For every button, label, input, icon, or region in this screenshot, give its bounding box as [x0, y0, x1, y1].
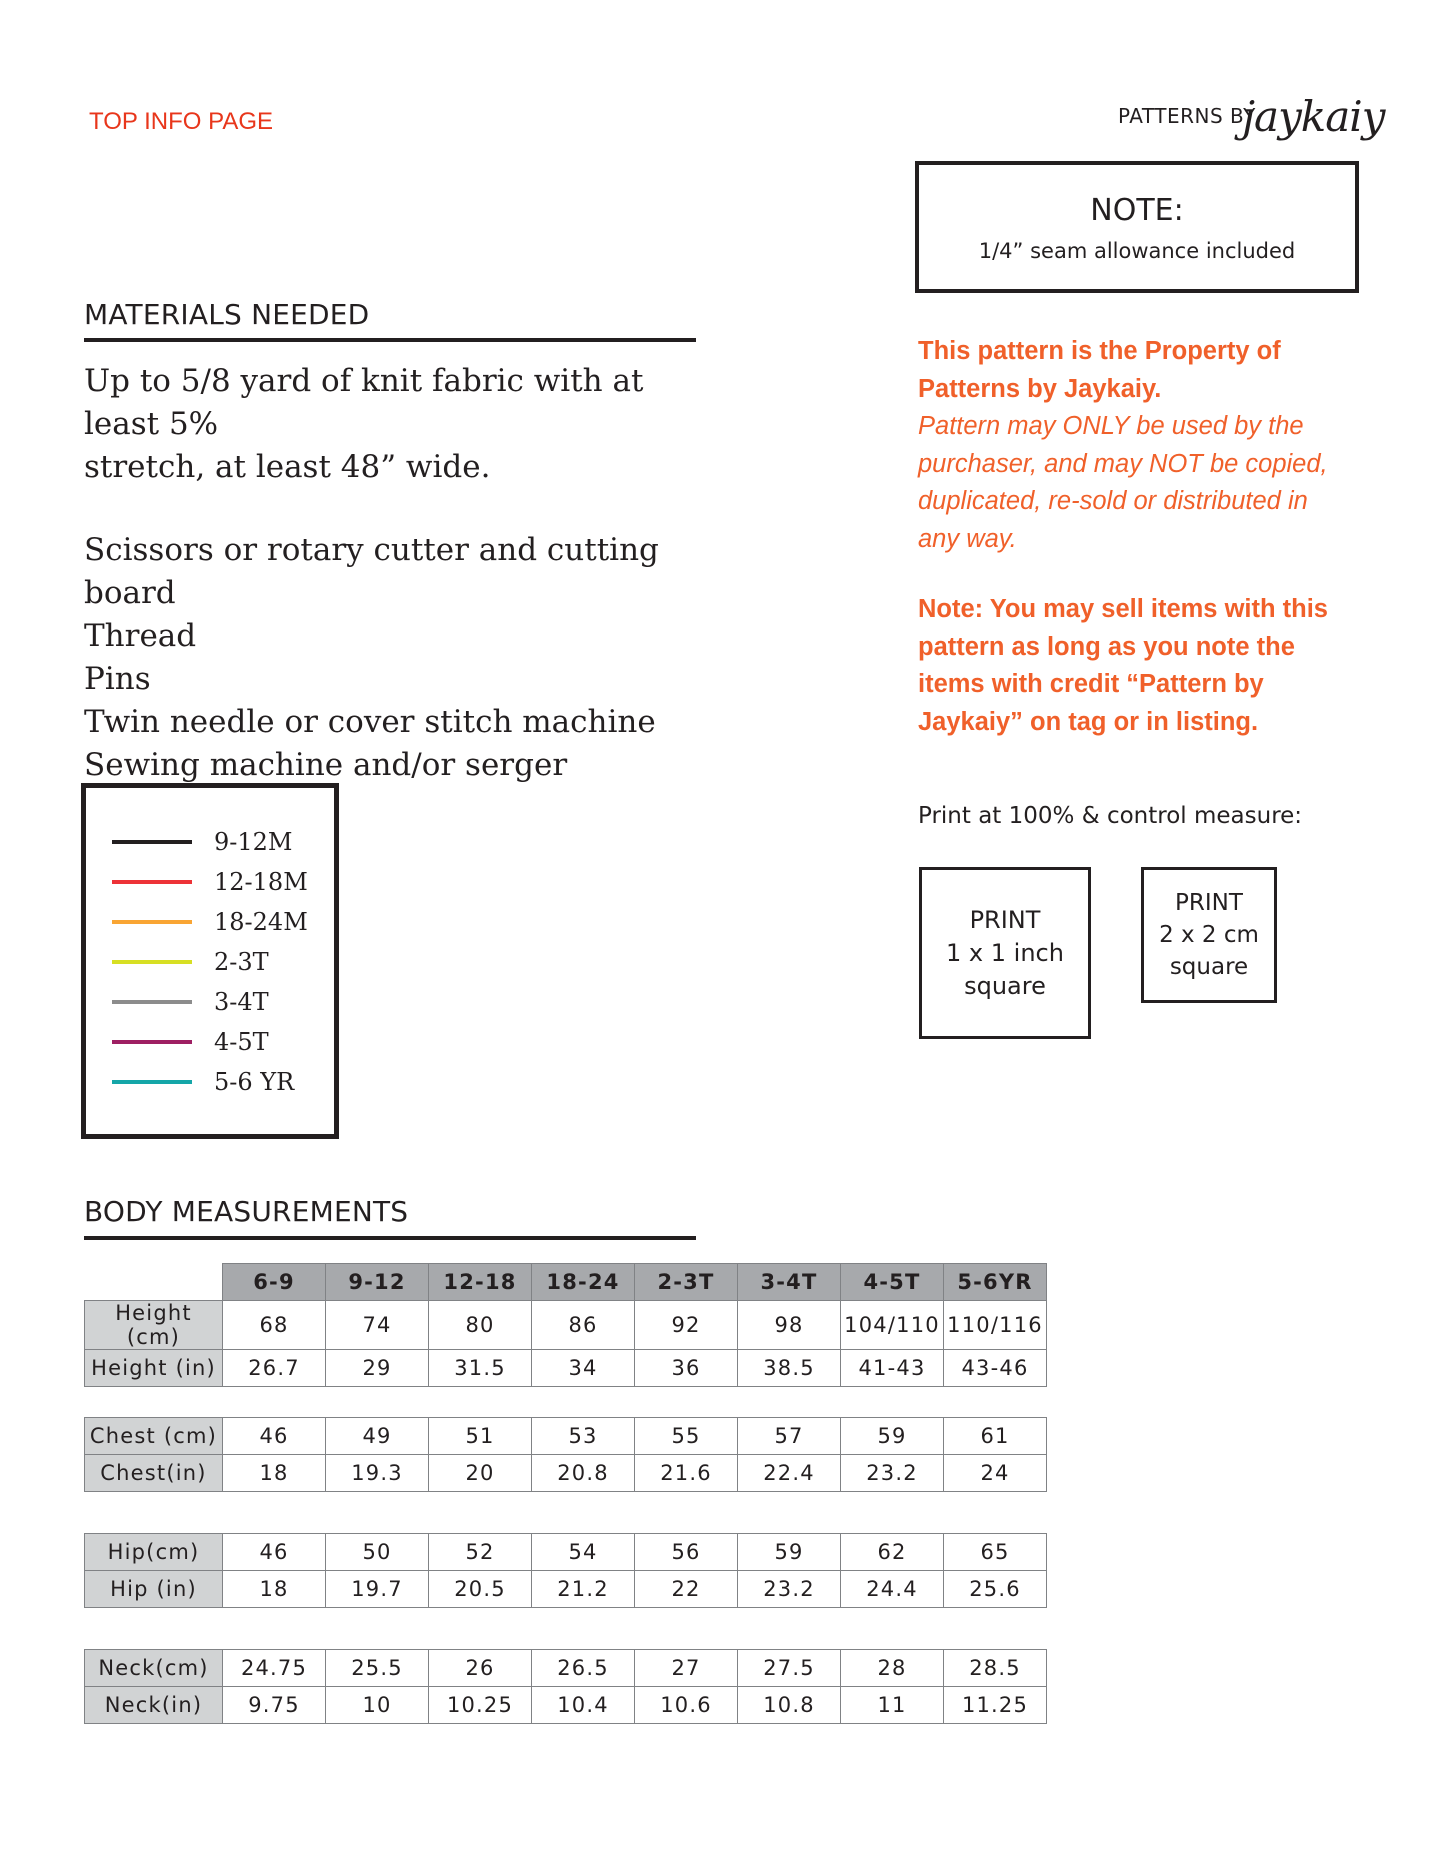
- table-cell: 65: [944, 1534, 1047, 1571]
- usage-line: purchaser, and may NOT be copied,: [918, 449, 1328, 478]
- table-cell: 25.5: [326, 1650, 429, 1687]
- table-cell: 10.25: [429, 1687, 532, 1724]
- table-cell: 20.5: [429, 1571, 532, 1608]
- material-item: Scissors or rotary cutter and cutting board: [84, 532, 659, 611]
- table-row: [85, 1455, 1047, 1492]
- legend-item: [112, 942, 269, 982]
- square-line: PRINT: [969, 905, 1041, 934]
- row-label: Chest(in): [85, 1455, 223, 1492]
- materials-list: [84, 360, 724, 787]
- table-cell: 59: [841, 1418, 944, 1455]
- size-header: 18-24: [532, 1264, 635, 1301]
- size-header: 12-18: [429, 1264, 532, 1301]
- legend-swatch: [112, 1080, 192, 1084]
- table-cell: 104/110: [841, 1301, 944, 1350]
- legend-item: [112, 862, 308, 902]
- table-cell: 62: [841, 1534, 944, 1571]
- legend-label: 12-18M: [214, 868, 308, 896]
- table-cell: 27: [635, 1650, 738, 1687]
- table-cell: 26.7: [223, 1350, 326, 1387]
- size-header: 6-9: [223, 1264, 326, 1301]
- note-title: NOTE:: [1090, 193, 1184, 228]
- size-header: 4-5T: [841, 1264, 944, 1301]
- legend-swatch: [112, 880, 192, 884]
- brand-logo: [1118, 92, 1385, 152]
- table-cell: 26: [429, 1650, 532, 1687]
- table-cell: 9.75: [223, 1687, 326, 1724]
- square-line: 2 x 2 cm: [1159, 922, 1259, 948]
- legend-label: 3-4T: [214, 988, 269, 1016]
- print-instruction: Print at 100% & control measure:: [918, 803, 1303, 829]
- table-cell: 59: [738, 1534, 841, 1571]
- table-cell: 19.7: [326, 1571, 429, 1608]
- body-measurements-rule: [84, 1236, 696, 1240]
- table-cell: 52: [429, 1534, 532, 1571]
- table-cell: 41-43: [841, 1350, 944, 1387]
- size-legend: [81, 783, 339, 1139]
- table-cell: 24: [944, 1455, 1047, 1492]
- square-line: PRINT: [1175, 890, 1243, 916]
- material-item: Twin needle or cover stitch machine: [84, 704, 656, 740]
- fabric-line-2: stretch, at least 48” wide.: [84, 449, 491, 485]
- size-header: 9-12: [326, 1264, 429, 1301]
- table-cell: 24.4: [841, 1571, 944, 1608]
- table-cell: 49: [326, 1418, 429, 1455]
- legend-item: [112, 822, 293, 862]
- table-cell: 46: [223, 1418, 326, 1455]
- body-measurements-title: BODY MEASUREMENTS: [84, 1195, 409, 1228]
- square-line: 1 x 1 inch: [946, 938, 1064, 967]
- table-cell: 27.5: [738, 1650, 841, 1687]
- table-cell: 28.5: [944, 1650, 1047, 1687]
- table-row: [85, 1350, 1047, 1387]
- table-cell: 98: [738, 1301, 841, 1350]
- height-table: [84, 1263, 1047, 1387]
- table-cell: 26.5: [532, 1650, 635, 1687]
- table-cell: 29: [326, 1350, 429, 1387]
- seam-allowance-note: [915, 161, 1359, 293]
- table-cell: 61: [944, 1418, 1047, 1455]
- table-cell: 38.5: [738, 1350, 841, 1387]
- row-label: Neck(in): [85, 1687, 223, 1724]
- materials-rule: [84, 338, 696, 342]
- sell-line: pattern as long as you note the: [918, 632, 1295, 661]
- table-cell: 22.4: [738, 1455, 841, 1492]
- table-cell: 46: [223, 1534, 326, 1571]
- table-cell: 11: [841, 1687, 944, 1724]
- table-cell: 34: [532, 1350, 635, 1387]
- size-header: 5-6YR: [944, 1264, 1047, 1301]
- legend-label: 4-5T: [214, 1028, 269, 1056]
- table-cell: 36: [635, 1350, 738, 1387]
- row-label: Chest (cm): [85, 1418, 223, 1455]
- row-label: Height (cm): [85, 1301, 223, 1350]
- size-header: 2-3T: [635, 1264, 738, 1301]
- material-item: Sewing machine and/or serger: [84, 747, 568, 783]
- print-square-cm: [1141, 867, 1277, 1003]
- table-cell: 80: [429, 1301, 532, 1350]
- table-cell: 21.2: [532, 1571, 635, 1608]
- legend-label: 18-24M: [214, 908, 308, 936]
- table-cell: 18: [223, 1455, 326, 1492]
- legend-label: 5-6 YR: [214, 1068, 295, 1096]
- table-row: [85, 1534, 1047, 1571]
- legend-item: [112, 1062, 294, 1102]
- legend-label: 2-3T: [214, 948, 269, 976]
- table-cell: 43-46: [944, 1350, 1047, 1387]
- table-cell: 57: [738, 1418, 841, 1455]
- table-cell: 11.25: [944, 1687, 1047, 1724]
- usage-line: any way.: [918, 524, 1017, 553]
- table-cell: 31.5: [429, 1350, 532, 1387]
- legend-swatch: [112, 920, 192, 924]
- row-label: Neck(cm): [85, 1650, 223, 1687]
- property-line-1: This pattern is the Property of: [918, 337, 1281, 365]
- sell-line: Jaykaiy” on tag or in listing.: [918, 707, 1259, 736]
- size-header-row: [85, 1264, 1047, 1301]
- table-cell: 22: [635, 1571, 738, 1608]
- brand-script: jaykaiy: [1242, 92, 1385, 141]
- table-cell: 110/116: [944, 1301, 1047, 1350]
- legend-item: [112, 902, 308, 942]
- table-cell: 23.2: [841, 1455, 944, 1492]
- table-cell: 92: [635, 1301, 738, 1350]
- material-item: Thread: [84, 618, 197, 654]
- top-info-label: TOP INFO PAGE: [89, 108, 274, 135]
- table-cell: 23.2: [738, 1571, 841, 1608]
- table-cell: 50: [326, 1534, 429, 1571]
- table-cell: 20.8: [532, 1455, 635, 1492]
- table-row: [85, 1650, 1047, 1687]
- hip-table: [84, 1533, 1047, 1608]
- sell-line: Note: You may sell items with this: [918, 595, 1328, 623]
- table-cell: 56: [635, 1534, 738, 1571]
- table-cell: 28: [841, 1650, 944, 1687]
- table-row: [85, 1571, 1047, 1608]
- table-cell: 20: [429, 1455, 532, 1492]
- note-text: 1/4” seam allowance included: [978, 239, 1296, 263]
- table-cell: 54: [532, 1534, 635, 1571]
- table-cell: 53: [532, 1418, 635, 1455]
- sell-line: items with credit “Pattern by: [918, 670, 1264, 698]
- brand-prefix: PATTERNS BY: [1118, 104, 1256, 128]
- row-label: Hip(cm): [85, 1534, 223, 1571]
- table-cell: 25.6: [944, 1571, 1047, 1608]
- fabric-line-1: Up to 5/8 yard of knit fabric with at least 5%: [84, 363, 644, 442]
- material-item: Pins: [84, 661, 151, 697]
- table-cell: 24.75: [223, 1650, 326, 1687]
- legal-notice: [918, 333, 1388, 741]
- table-cell: 86: [532, 1301, 635, 1350]
- row-label: Height (in): [85, 1350, 223, 1387]
- size-header: 3-4T: [738, 1264, 841, 1301]
- row-label: Hip (in): [85, 1571, 223, 1608]
- legend-swatch: [112, 840, 192, 844]
- print-square-inch: [919, 867, 1091, 1039]
- table-row: [85, 1301, 1047, 1350]
- legend-item: [112, 982, 269, 1022]
- table-cell: 19.3: [326, 1455, 429, 1492]
- usage-line: duplicated, re-sold or distributed in: [918, 487, 1308, 515]
- legend-swatch: [112, 1040, 192, 1044]
- square-line: square: [964, 971, 1046, 1000]
- table-cell: 51: [429, 1418, 532, 1455]
- table-cell: 10: [326, 1687, 429, 1724]
- table-row: [85, 1418, 1047, 1455]
- table-row: [85, 1687, 1047, 1724]
- table-cell: 18: [223, 1571, 326, 1608]
- table-cell: 10.8: [738, 1687, 841, 1724]
- chest-table: [84, 1417, 1047, 1492]
- table-cell: 68: [223, 1301, 326, 1350]
- legend-label: 9-12M: [214, 828, 293, 856]
- property-line-2: Patterns by Jaykaiy.: [918, 374, 1162, 403]
- table-cell: 10.6: [635, 1687, 738, 1724]
- legend-swatch: [112, 960, 192, 964]
- materials-title: MATERIALS NEEDED: [84, 298, 370, 331]
- table-cell: 10.4: [532, 1687, 635, 1724]
- usage-line: Pattern may ONLY be used by the: [918, 412, 1304, 440]
- legend-item: [112, 1022, 269, 1062]
- neck-table: [84, 1649, 1047, 1724]
- table-cell: 55: [635, 1418, 738, 1455]
- table-cell: 21.6: [635, 1455, 738, 1492]
- table-cell: 74: [326, 1301, 429, 1350]
- legend-swatch: [112, 1000, 192, 1004]
- square-line: square: [1169, 954, 1249, 980]
